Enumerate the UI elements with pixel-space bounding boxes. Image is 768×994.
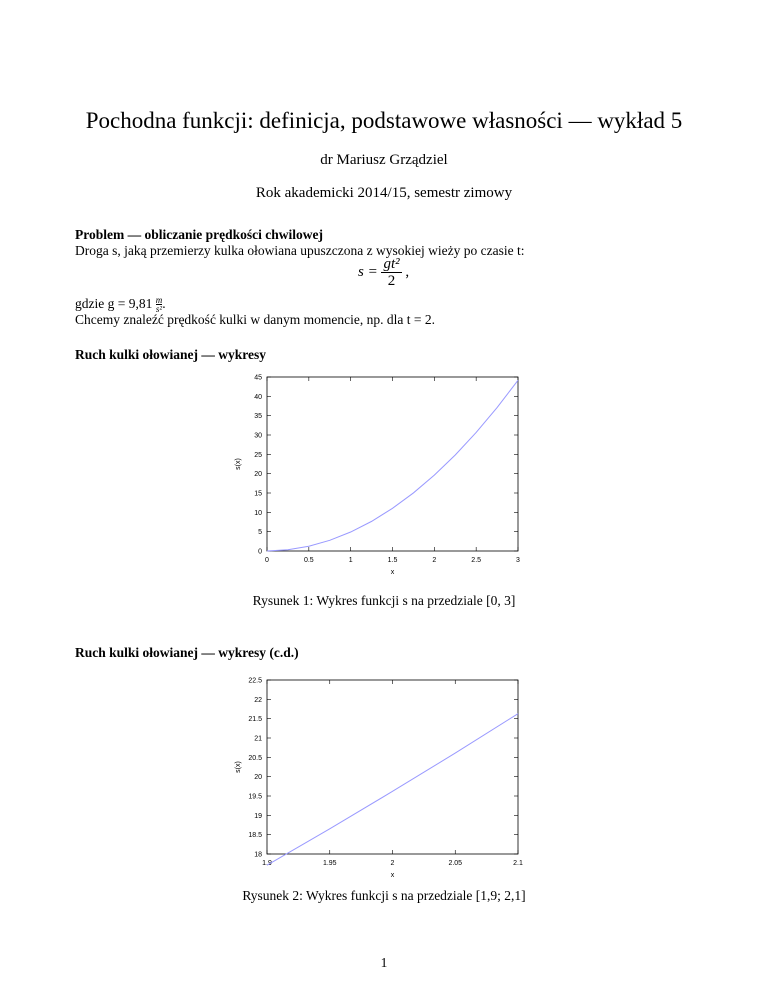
x-tick-label: 2.5: [471, 557, 482, 564]
plot-frame: [267, 680, 518, 854]
section2-heading: Ruch kulki ołowianej — wykresy (c.d.): [75, 645, 299, 660]
y-tick-label: 20: [254, 471, 262, 479]
x-tick-label: 2.1: [513, 860, 523, 867]
x-tick-label: 2: [432, 557, 437, 564]
figure-1-caption: Rysunek 1: Wykres funkcji s na przedziale [0, 3]: [252, 593, 516, 608]
problem-heading: Problem — obliczanie prędkości chwilowej: [75, 227, 323, 242]
y-tick-label: 19: [254, 812, 262, 820]
series-line: [267, 714, 518, 866]
y-tick-label: 21.5: [248, 716, 262, 724]
y-tick-label: 10: [254, 509, 262, 517]
y-tick-label: 21: [254, 735, 262, 743]
x-tick-label: 1.95: [322, 860, 337, 867]
y-tick-label: 45: [254, 374, 262, 382]
y-tick-label: 18.5: [248, 832, 262, 840]
problem-text: Droga s, jaką przemierzy kulka ołowiana upuszczona z wysokiej wieży po czasie t:: [75, 243, 525, 258]
x-tick-label: 0: [265, 557, 269, 564]
y-tick-label: 22: [254, 696, 262, 704]
y-tick-label: 30: [254, 432, 262, 440]
y-tick-label: 35: [254, 413, 262, 421]
y-tick-label: 20: [254, 774, 262, 782]
y-tick-label: 18: [254, 851, 262, 859]
g-unit-num: m: [155, 295, 163, 306]
y-axis-label: s(x): [235, 761, 242, 773]
x-axis-label: x: [390, 872, 395, 879]
formula-tail: ,: [405, 263, 410, 280]
y-tick-label: 22.5: [248, 677, 262, 685]
section1-heading: Ruch kulki ołowianej — wykresy: [75, 347, 267, 362]
formula-denominator: 2: [387, 273, 396, 289]
plot-frame: [267, 377, 518, 551]
formula-numerator: gt²: [383, 256, 400, 272]
chart-1: [230, 370, 550, 580]
g-prefix: gdzie g = 9,81: [75, 296, 153, 311]
y-tick-label: 0: [258, 548, 262, 556]
paper-title: Pochodna funkcji: definicja, podstawowe własności — wykład 5: [85, 108, 683, 133]
y-tick-label: 40: [254, 393, 262, 401]
x-tick-label: 1: [348, 557, 353, 564]
g-suffix: .: [162, 296, 166, 311]
y-axis-label: s(x): [235, 458, 242, 470]
x-tick-label: 1.9: [262, 860, 272, 867]
author: dr Mariusz Grządziel: [320, 152, 448, 168]
x-tick-label: 0.5: [303, 557, 314, 564]
x-tick-label: 3: [516, 557, 520, 564]
chart-2: [230, 673, 550, 883]
figure-2-caption: Rysunek 2: Wykres funkcji s na przedziale [1,9; 2,1]: [242, 888, 526, 903]
y-tick-label: 5: [258, 529, 262, 537]
y-tick-label: 19.5: [248, 793, 262, 801]
x-tick-label: 1.5: [387, 557, 398, 564]
formula-fraction: [381, 256, 401, 289]
y-tick-label: 20.5: [248, 754, 262, 762]
page-number: 1: [380, 955, 388, 970]
g-unit-den: s²: [155, 304, 163, 315]
x-tick-label: 2.05: [448, 860, 463, 867]
goal-text: Chcemy znaleźć prędkość kulki w danym momencie, np. dla t = 2.: [75, 312, 436, 327]
formula-lhs: s =: [358, 263, 378, 280]
semester: Rok akademicki 2014/15, semestr zimowy: [255, 185, 513, 201]
y-tick-label: 15: [254, 490, 262, 498]
x-axis-label: x: [390, 569, 395, 576]
series-line: [267, 380, 518, 551]
x-tick-label: 2: [390, 860, 395, 867]
y-tick-label: 25: [254, 451, 262, 459]
